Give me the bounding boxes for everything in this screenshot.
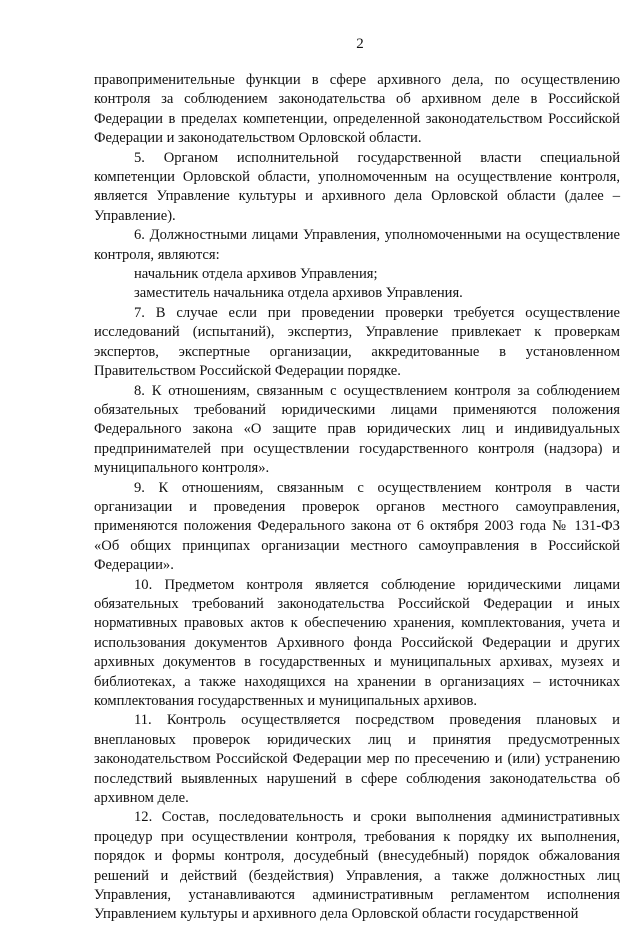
paragraph-10: 10. Предметом контроля является соблюдение юридическими лицами обязательных требований законодательства Российской Федерации и иных нормативных правовых актов к обеспечению хранения, комплектования, учета и использования документов Архивного фонда Российской Федерации и других архивных документов в государственных и муниципальных архивах, музеях и библиотеках, а также находящихся на хранении в организациях – источниках комплектования государственных и муниципальных архивов. [94, 576, 620, 709]
paragraph-5: 5. Органом исполнительной государственной власти специальной компетенции Орловской области, уполномоченным на осуществление контроля, является Управление культуры и архивного дела Орловской области (далее – Управление). [94, 149, 620, 224]
paragraph-continuation: правоприменительные функции в сфере архивного дела, по осуществлению контроля за соблюдением законодательства об архивном деле в Российской Федерации в пределах компетенции, определенной законодательством Российской Федерации и законодательством Орловской области. [94, 72, 620, 147]
paragraph-6: 6. Должностными лицами Управления, уполномоченными на осуществление контроля, являются: [94, 227, 620, 263]
list-item-head-of-department: начальник отдела архивов Управления; [134, 266, 378, 283]
list-item-deputy-head: заместитель начальника отдела архивов Управления. [134, 285, 463, 302]
paragraph-12: 12. Состав, последовательность и сроки выполнения административных процедур при осуществлении контроля, требования к порядку их выполнения, порядок и формы контроля, досудебный (внесудебный) порядок обжалования решений и действий (бездействия) Управления, а также должностных лиц Управления, устанавливаются административным регламентом исполнения Управлением культуры и архивного дела Орловской области государственной [94, 809, 620, 923]
paragraph-7: 7. В случае если при проведении проверки требуется осуществление исследований (испытаний), экспертиз, Управление привлекает к проверкам экспертов, экспертные организации, аккредитованные в установленном Правительством Российской Федерации порядке. [94, 304, 620, 380]
paragraph-9: 9. К отношениям, связанным с осуществлением контроля в части организации и проведения проверок органов местного самоуправления, применяются положения Федерального закона от 6 октября 2003 года № 131-ФЗ «Об общих принципах организации местного самоуправления в Российской Федерации». [94, 479, 620, 574]
page-number: 2 [356, 36, 364, 52]
paragraph-8: 8. К отношениям, связанным с осуществлением контроля за соблюдением обязательных требований юридическими лицами применяются положения Федерального закона «О защите прав юридических лиц и индивидуальных предпринимателей при осуществлении государственного контроля (надзора) и муниципального контроля». [94, 382, 620, 477]
paragraph-11: 11. Контроль осуществляется посредством проведения плановых и внеплановых проверок юридических лиц и принятия предусмотренных законодательством Российской Федерации мер по пресечению и (или) устранению последствий выявленных нарушений в сфере соблюдения законодательства об архивном деле. [94, 712, 620, 807]
